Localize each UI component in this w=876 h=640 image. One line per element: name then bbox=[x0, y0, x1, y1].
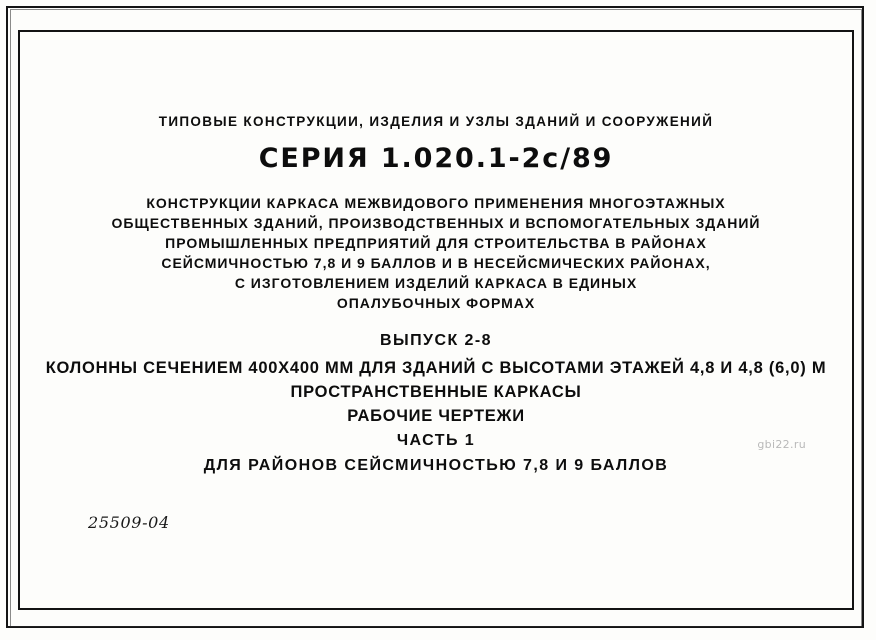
description-line: ОПАЛУБОЧНЫХ ФОРМАХ bbox=[336, 295, 536, 311]
part-section bbox=[18, 428, 854, 478]
part-title: ЧАСТЬ 1 bbox=[396, 432, 476, 449]
issue-line: РАБОЧИЕ ЧЕРТЕЖИ bbox=[347, 407, 525, 425]
archive-code: 25509-04 bbox=[88, 513, 170, 532]
series-number: СЕРИЯ 1.020.1-2с/89 bbox=[258, 143, 614, 174]
issue-line: ПРОСТРАНСТВЕННЫЕ КАРКАСЫ bbox=[290, 383, 582, 401]
description-line: ОБЩЕСТВЕННЫХ ЗДАНИЙ, ПРОИЗВОДСТВЕННЫХ И ВСПОМОГАТЕЛЬНЫХ ЗДАНИЙ bbox=[111, 215, 761, 231]
document-kicker: ТИПОВЫЕ КОНСТРУКЦИИ, ИЗДЕЛИЯ И УЗЛЫ ЗДАНИЙ И СООРУЖЕНИЙ bbox=[158, 114, 714, 129]
description-line: КОНСТРУКЦИИ КАРКАСА МЕЖВИДОВОГО ПРИМЕНЕНИЯ МНОГОЭТАЖНЫХ bbox=[146, 195, 726, 211]
issue-title: ВЫПУСК 2-8 bbox=[380, 332, 492, 349]
description-line: СЕЙСМИЧНОСТЬЮ 7,8 И 9 БАЛЛОВ И В НЕСЕЙСМИЧЕСКИХ РАЙОНАХ, bbox=[161, 255, 711, 271]
document-description bbox=[18, 193, 854, 313]
description-line: С ИЗГОТОВЛЕНИЕМ ИЗДЕЛИЙ КАРКАСА В ЕДИНЫХ bbox=[234, 275, 638, 291]
watermark-text: gbi22.ru bbox=[757, 438, 806, 451]
description-line: ПРОМЫШЛЕННЫХ ПРЕДПРИЯТИЙ ДЛЯ СТРОИТЕЛЬСТВА В РАЙОНАХ bbox=[165, 235, 707, 251]
title-page-content bbox=[18, 30, 854, 610]
issue-line: КОЛОННЫ СЕЧЕНИЕМ 400Х400 ММ ДЛЯ ЗДАНИЙ С ВЫСОТАМИ ЭТАЖЕЙ 4,8 И 4,8 (6,0) М bbox=[45, 359, 827, 377]
issue-description bbox=[18, 356, 854, 428]
part-subtitle: ДЛЯ РАЙОНОВ СЕЙСМИЧНОСТЬЮ 7,8 И 9 БАЛЛОВ bbox=[203, 457, 669, 474]
